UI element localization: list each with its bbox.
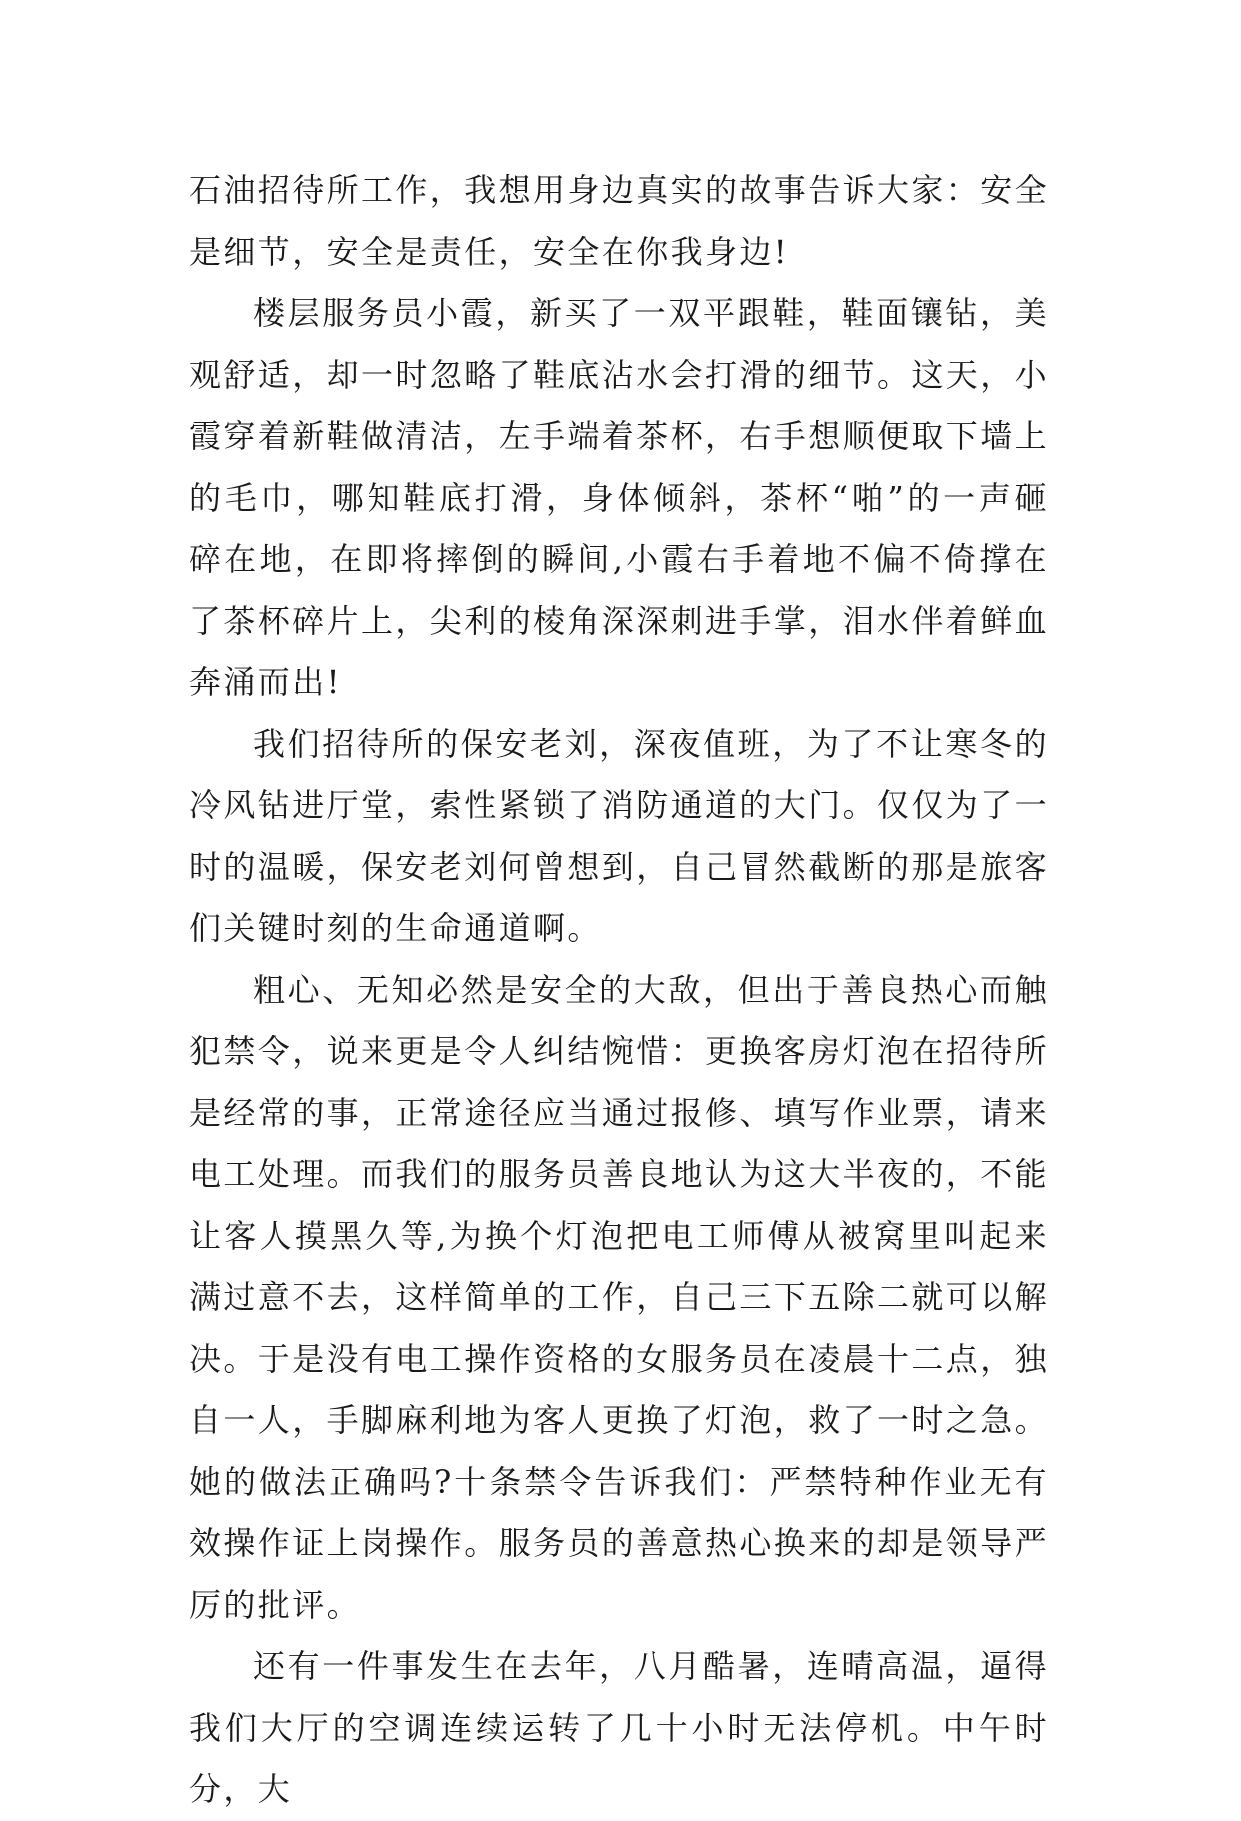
document-body (189, 160, 1049, 1821)
paragraph-5: 还有一件事发生在去年，八月酷暑，连晴高温，逼得我们大厅的空调连续运转了几十小时无法停机。中午时分，大 (189, 1647, 1049, 1808)
paragraph-3: 我们招待所的保安老刘，深夜值班，为了不让寒冬的冷风钻进厅堂，索性紧锁了消防通道的大门。仅仅为了一时的温暖，保安老刘何曾想到，自己冒然截断的那是旅客们关键时刻的生命通道啊。 (189, 724, 1050, 947)
paragraph-2: 楼层服务员小霞，新买了一双平跟鞋，鞋面镶钻，美观舒适，却一时忽略了鞋底沾水会打滑的细节。这天，小霞穿着新鞋做清洁，左手端着茶杯，右手想顺便取下墙上的毛巾，哪知鞋底打滑，身体倾斜，茶杯“啪”的一声砸碎在地，在即将摔倒的瞬间,小霞右手着地不偏不倚撑在了茶杯碎片上，尖利的棱角深深刺进手掌，泪水伴着鲜血奔涌而出! (189, 294, 1050, 701)
paragraph-4: 粗心、无知必然是安全的大敌，但出于善良热心而触犯禁令，说来更是令人纠结惋惜：更换客房灯泡在招待所是经常的事，正常途径应当通过报修、填写作业票，请来电工处理。而我们的服务员善良地认为这大半夜的，不能让客人摸黑久等,为换个灯泡把电工师傅从被窝里叫起来满过意不去，这样简单的工作，自己三下五除二就可以解决。于是没有电工操作资格的女服务员在凌晨十二点，独自一人，手脚麻利地为客人更换了灯泡，救了一时之急。她的做法正确吗?十条禁令告诉我们：严禁特种作业无有效操作证上岗操作。服务员的善意热心换来的却是领导严厉的批评。 (189, 970, 1050, 1624)
paragraph-1: 石油招待所工作，我想用身边真实的故事告诉大家：安全是细节，安全是责任，安全在你我身边! (189, 171, 1050, 271)
